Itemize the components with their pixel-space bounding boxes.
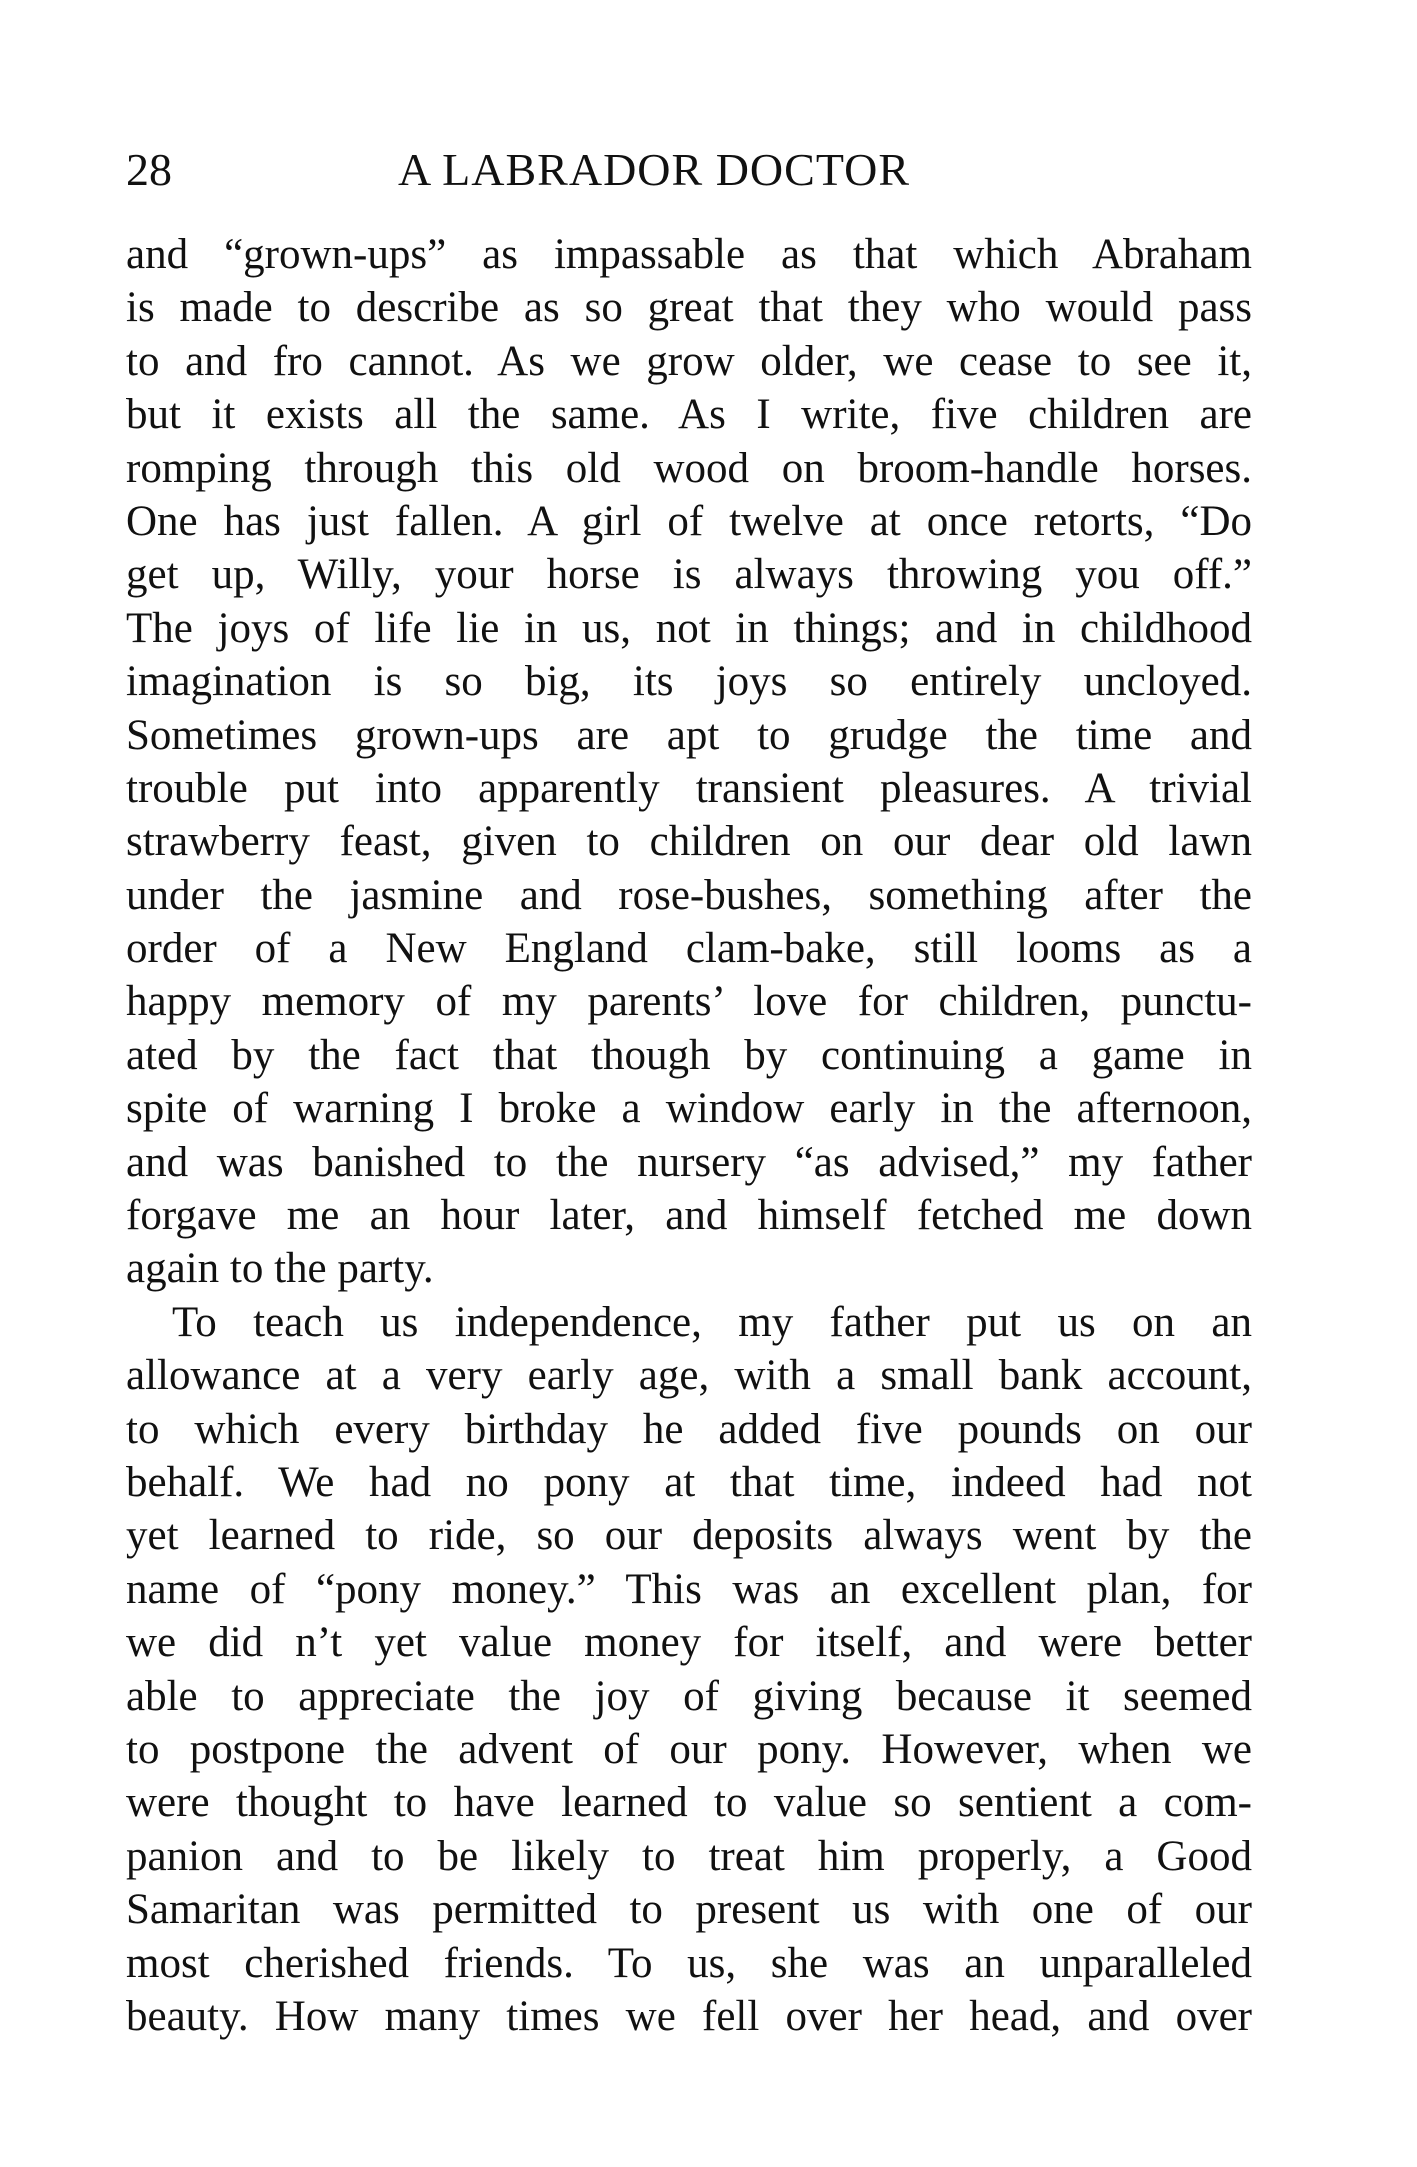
text-line: romping through this old wood on broom-handle horses. [126,444,1252,492]
text-line: name of “pony money.” This was an excellent plan, for [126,1565,1252,1613]
text-line: strawberry feast, given to children on our dear old lawn [126,818,1252,866]
text-line: imagination is so big, its joys so entirely uncloyed. [126,658,1252,706]
running-head [126,140,1252,200]
text-line: but it exists all the same. As I write, five children are [126,391,1252,439]
text-line: behalf. We had no pony at that time, indeed had not [126,1458,1252,1506]
text-line: forgave me an hour later, and himself fetched me down [126,1192,1252,1240]
text-line: most cherished friends. To us, she was an unparalleled [126,1939,1252,1987]
text-line: Samaritan was permitted to present us with one of our [126,1886,1252,1934]
text-line: yet learned to ride, so our deposits always went by the [126,1512,1252,1560]
text-line: and “grown-ups” as impassable as that which Abraham [126,231,1252,278]
running-title: A LABRADOR DOCTOR [398,144,910,195]
body-text [126,228,1252,2043]
text-line: beauty. How many times we fell over her head, and over [126,1992,1252,2040]
text-line: is made to describe as so great that they who would pass [126,284,1252,332]
text-line: The joys of life lie in us, not in things; and in childhood [126,604,1252,652]
text-line: order of a New England clam-bake, still looms as a [126,925,1252,973]
paragraph-end-line: again to the party. [126,1245,434,1293]
text-line: trouble put into apparently transient pleasures. A trivial [126,764,1252,812]
text-line: get up, Willy, your horse is always throwing you off.” [126,551,1252,599]
text-line: able to appreciate the joy of giving because it seemed [126,1672,1252,1720]
text-line: and was banished to the nursery “as advised,” my father [126,1138,1252,1186]
text-line: to and fro cannot. As we grow older, we cease to see it, [126,337,1252,385]
page-number: 28 [126,144,172,195]
text-line: under the jasmine and rose-bushes, something after the [126,871,1252,919]
text-line: ated by the fact that though by continuing a game in [126,1031,1252,1079]
paragraph-start-line: To teach us independence, my father put us on an [172,1298,1252,1346]
text-line: Sometimes grown-ups are apt to grudge the time and [126,711,1252,759]
text-line: allowance at a very early age, with a small bank account, [126,1352,1252,1400]
text-line: were thought to have learned to value so sentient a com- [126,1779,1252,1827]
text-line: spite of warning I broke a window early in the afternoon, [126,1085,1252,1133]
text-line: One has just fallen. A girl of twelve at once retorts, “Do [126,497,1252,545]
text-line: we did n’t yet value money for itself, and were better [126,1619,1252,1667]
text-line: to which every birthday he added five pounds on our [126,1405,1252,1453]
text-line: panion and to be likely to treat him properly, a Good [126,1832,1252,1880]
text-line: happy memory of my parents’ love for children, punctu- [126,978,1252,1026]
text-line: to postpone the advent of our pony. However, when we [126,1725,1252,1773]
